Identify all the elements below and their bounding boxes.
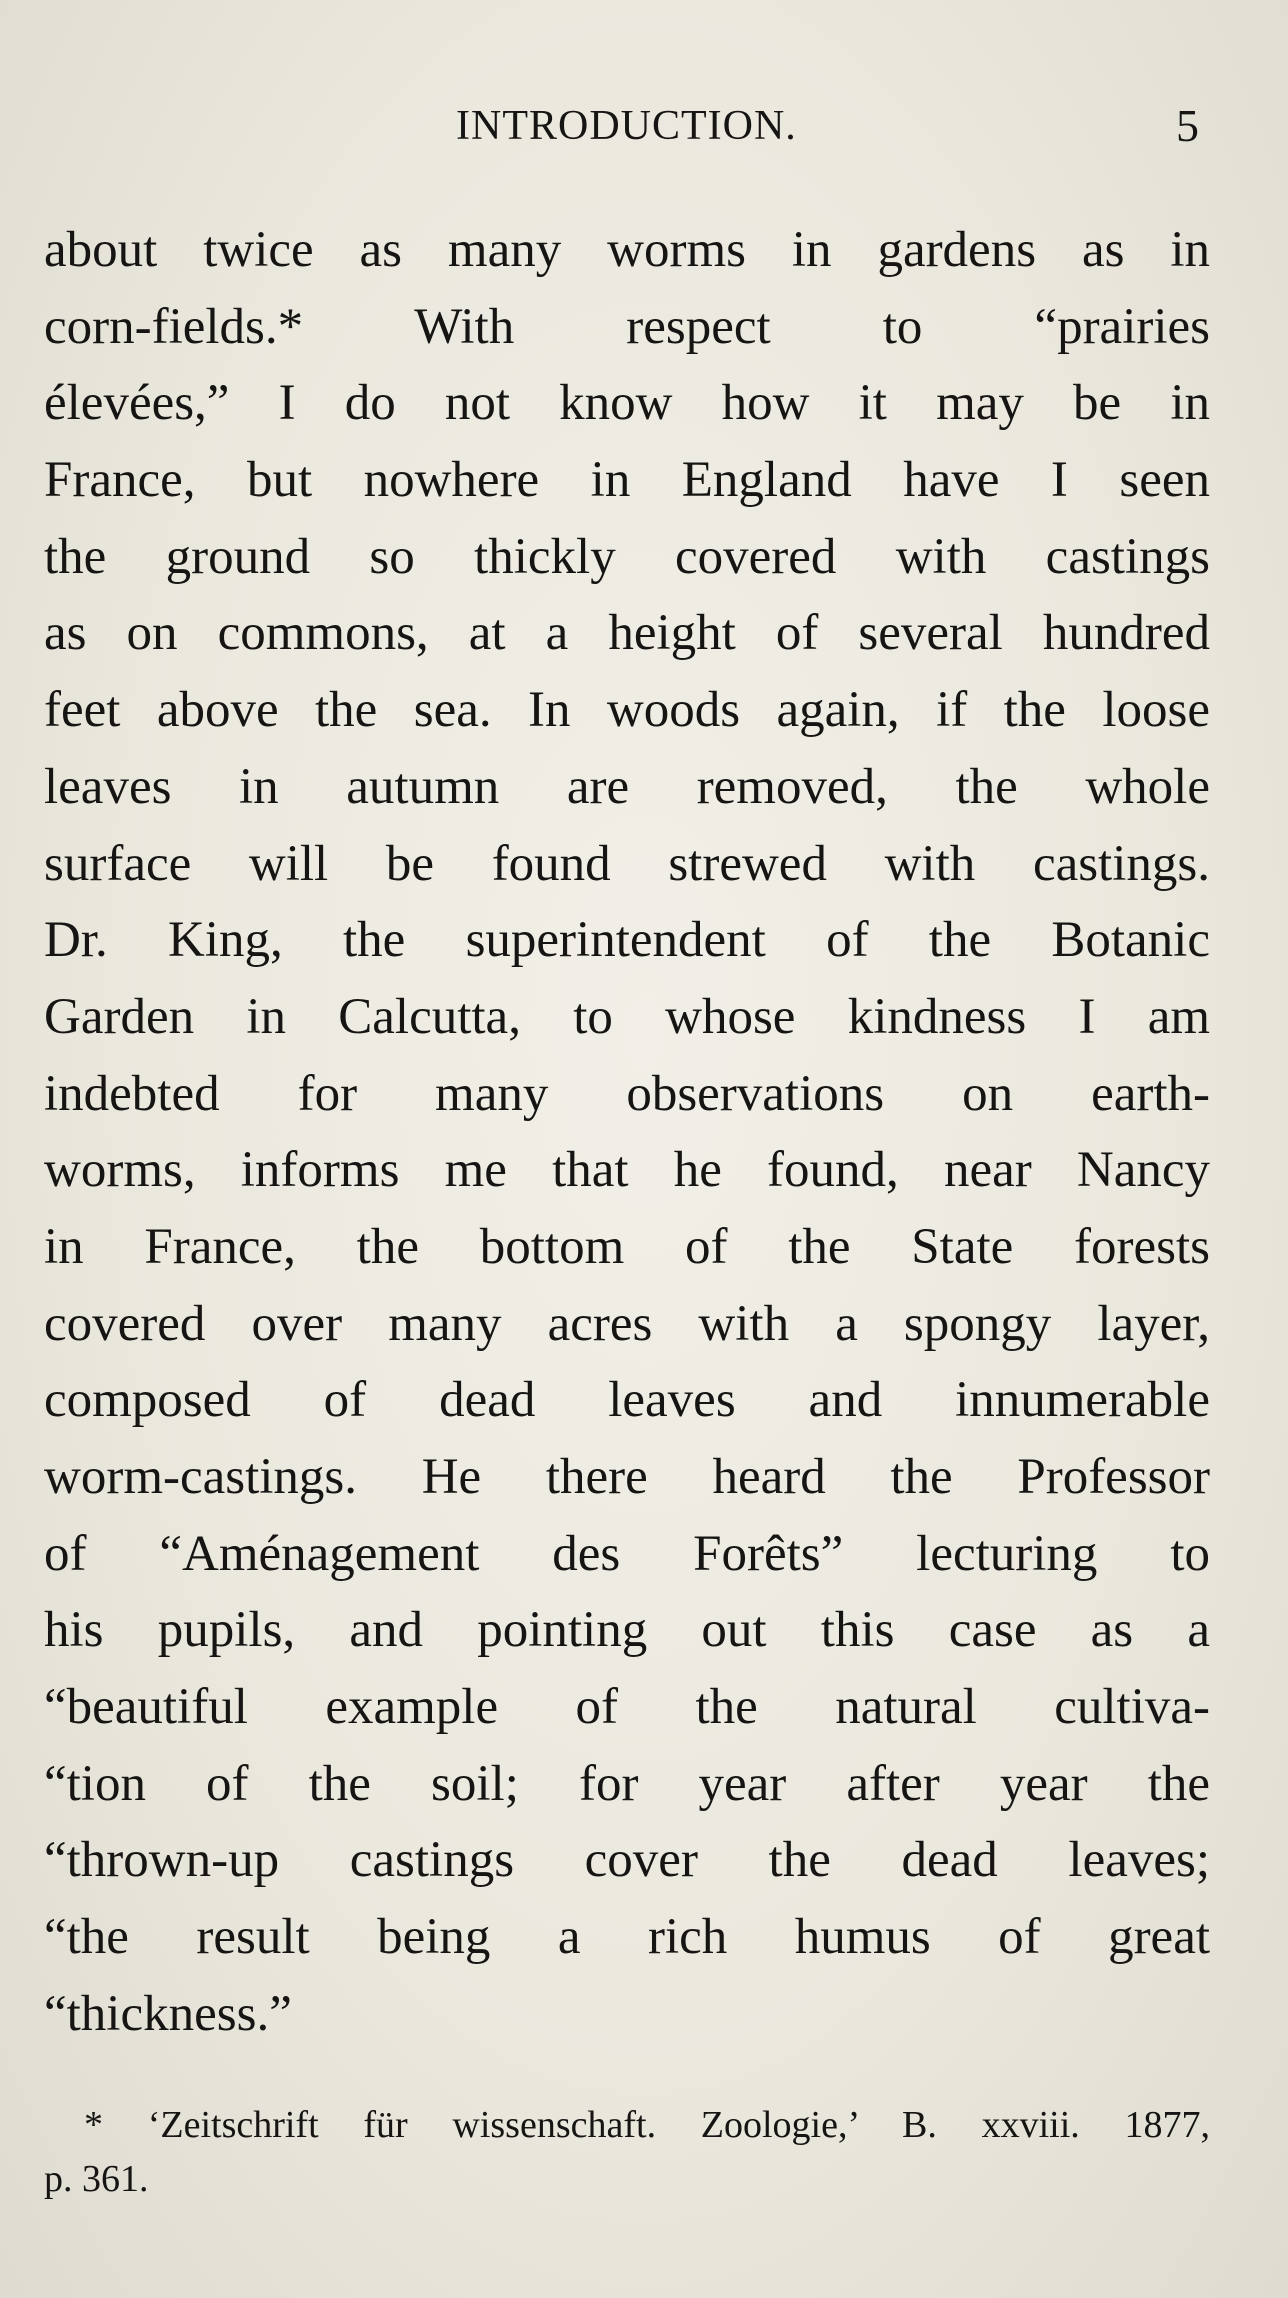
footnote-line: * ‘Zeitschrift für wissenschaft. Zoologie,’ B. xxviii. 1877,: [84, 2104, 1210, 2146]
text-line: surface will be found strewed with castings.: [44, 835, 1210, 892]
text-line: his pupils, and pointing out this case as a: [44, 1602, 1210, 1659]
text-line: as on commons, at a height of several hundred: [44, 605, 1210, 662]
text-line: indebted for many observations on earth-: [44, 1065, 1210, 1122]
text-line: “thickness.”: [44, 1985, 292, 2042]
text-line: composed of dead leaves and innumerable: [44, 1372, 1210, 1429]
text-line: worms, informs me that he found, near Nancy: [44, 1142, 1210, 1199]
footnote-line: p. 361.: [44, 2158, 149, 2200]
footnote: [44, 2098, 1210, 2206]
text-line: covered over many acres with a spongy layer,: [44, 1295, 1210, 1352]
text-line: France, but nowhere in England have I seen: [44, 452, 1210, 509]
page-number: 5: [1176, 100, 1199, 151]
text-line: of “Aménagement des Forêts” lecturing to: [44, 1525, 1210, 1582]
text-line: Dr. King, the superintendent of the Botanic: [44, 912, 1210, 969]
text-line: about twice as many worms in gardens as in: [44, 222, 1210, 278]
text-line: “thrown-up castings cover the dead leaves;: [44, 1832, 1210, 1889]
text-line: Garden in Calcutta, to whose kindness I am: [44, 988, 1210, 1045]
text-line: leaves in autumn are removed, the whole: [44, 758, 1210, 815]
text-line: feet above the sea. In woods again, if the loose: [44, 682, 1210, 739]
text-line: in France, the bottom of the State forests: [44, 1218, 1210, 1275]
body-text: [44, 212, 1210, 2053]
text-line: corn-fields.* With respect to “prairies: [44, 298, 1210, 355]
text-line: “beautiful example of the natural cultiva-: [44, 1679, 1210, 1736]
text-line: “tion of the soil; for year after year the: [44, 1755, 1210, 1812]
text-line: the ground so thickly covered with castings: [44, 528, 1210, 585]
text-line: élevées,” I do not know how it may be in: [44, 375, 1210, 432]
running-head: [0, 96, 1288, 156]
running-title: INTRODUCTION.: [456, 103, 797, 149]
text-line: worm-castings. He there heard the Professor: [44, 1449, 1210, 1505]
text-line: “the result being a rich humus of great: [44, 1909, 1210, 1966]
